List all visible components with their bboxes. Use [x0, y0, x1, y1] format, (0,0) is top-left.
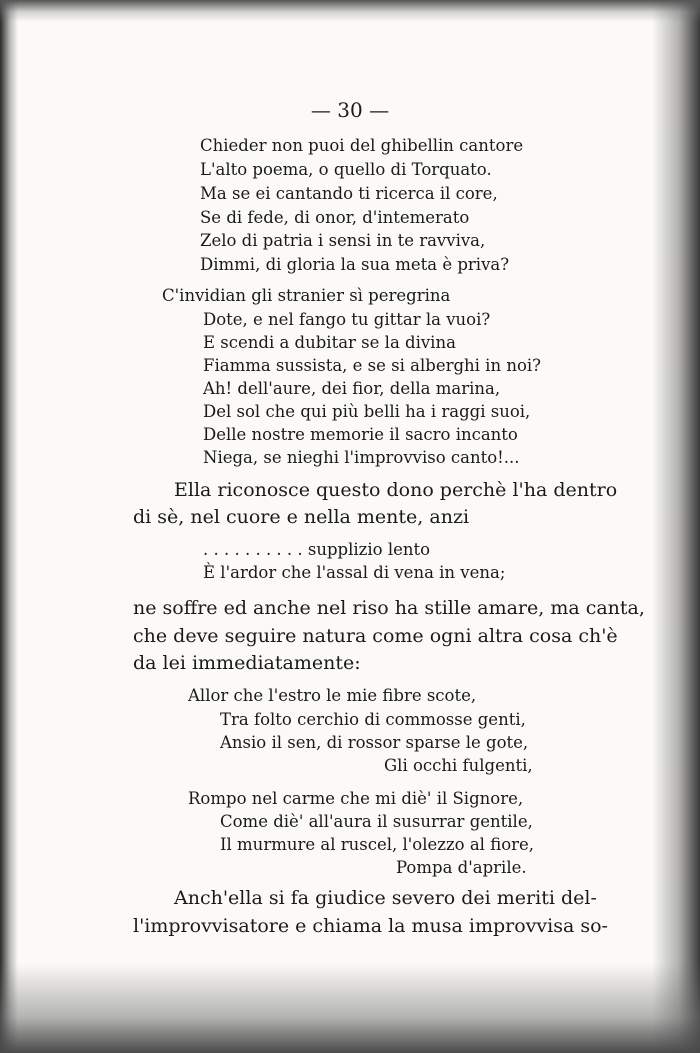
verse-line: Niega, se nieghi l'improvviso canto!... [203, 448, 520, 467]
page-edge-shadow-left [0, 0, 18, 1053]
verse-line: C'invidian gli stranier sì peregrina [162, 286, 451, 305]
page-edge-shadow-bottom [0, 963, 700, 1053]
prose-line: Ella riconosce questo dono perchè l'ha dentro [174, 479, 618, 501]
verse-line: Allor che l'estro le mie fibre scote, [188, 686, 477, 705]
verse-line: Del sol che qui più belli ha i raggi suoi, [203, 402, 531, 421]
verse-line: L'alto poema, o quello di Torquato. [200, 160, 492, 179]
prose-line: ne soffre ed anche nel riso ha stille amare, ma canta, [133, 597, 645, 619]
verse-line: Rompo nel carme che mi diè' il Signore, [188, 789, 524, 808]
verse-line: Fiamma sussista, e se si alberghi in noi? [203, 356, 542, 375]
verse-line: Dote, e nel fango tu gittar la vuoi? [203, 310, 491, 329]
verse-line: Zelo di patria i sensi in te ravviva, [200, 231, 486, 250]
verse-line: Come diè' all'aura il susurrar gentile, [220, 812, 533, 831]
verse-line: Delle nostre memorie il sacro incanto [203, 425, 518, 444]
verse-line: Ansio il sen, di rossor sparse le gote, [220, 733, 529, 752]
prose-line: da lei immediatamente: [133, 652, 361, 674]
verse-line: Ah! dell'aure, dei fior, della marina, [203, 379, 501, 398]
quote-line: È l'ardor che l'assal di vena in vena; [203, 563, 506, 582]
verse-line: Se di fede, di onor, d'intemerato [200, 208, 470, 227]
verse-line: Il murmure al ruscel, l'olezzo al fiore, [220, 835, 535, 854]
page-number: — 30 — [310, 98, 390, 122]
verse-line: Tra folto cerchio di commosse genti, [220, 710, 526, 729]
verse-line: Chieder non puoi del ghibellin cantore [200, 136, 524, 155]
prose-line: di sè, nel cuore e nella mente, anzi [133, 506, 470, 528]
verse-line: Pompa d'aprile. [396, 858, 527, 877]
prose-line: che deve seguire natura come ogni altra cosa ch'è [133, 625, 618, 647]
prose-line: Anch'ella si fa giudice severo dei meriti del- [174, 887, 597, 909]
verse-line: Gli occhi fulgenti, [384, 756, 533, 775]
verse-line: Ma se ei cantando ti ricerca il core, [200, 184, 498, 203]
page-edge-shadow-right [652, 0, 700, 1053]
quote-line: . . . . . . . . . . supplizio lento [203, 540, 431, 559]
verse-line: Dimmi, di gloria la sua meta è priva? [200, 255, 510, 274]
page-edge-shadow-top [0, 0, 700, 22]
verse-line: E scendi a dubitar se la divina [203, 333, 456, 352]
prose-line: l'improvvisatore e chiama la musa improvvisa so- [133, 915, 608, 937]
